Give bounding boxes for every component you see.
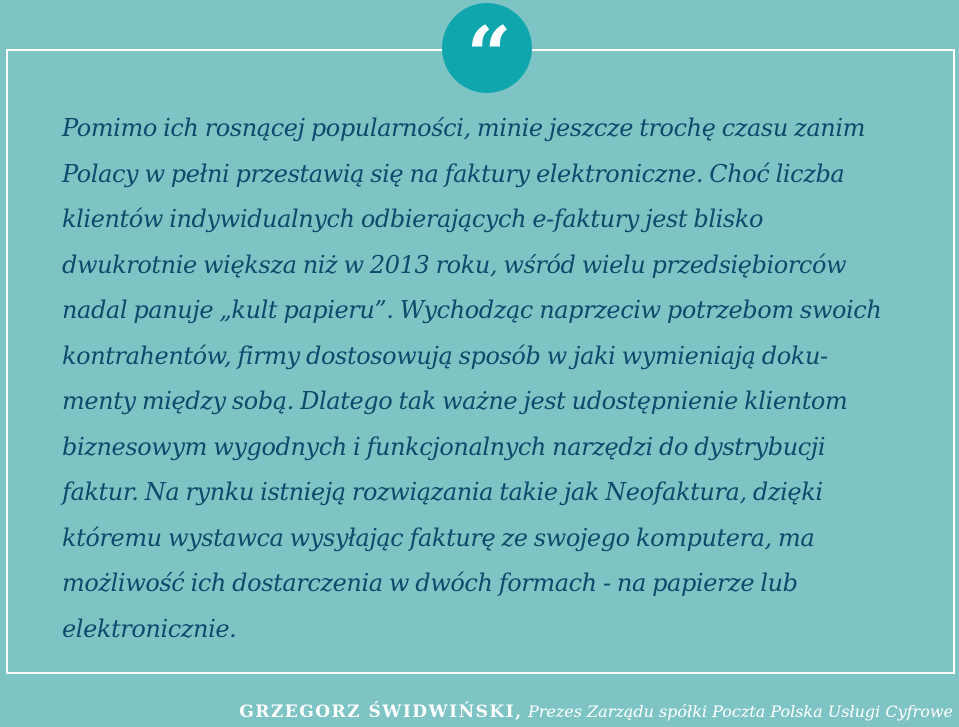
quote-line: kontrahentów, firmy dostosowują sposób w jaki wymieniają doku- [62,341,828,370]
quote-line: któremu wystawca wysyłając fakturę ze swojego komputera, ma [62,523,815,552]
author-role: Prezes Zarządu spółki Poczta Polska Usługi Cyfrowe [527,702,953,721]
quote-line: menty między sobą. Dlatego tak ważne jest udostępnienie klientom [62,387,848,415]
quote-line: elektronicznie. [62,614,237,643]
quotation-mark-icon: “ [466,10,508,101]
quote-line: klientów indywidualnych odbierających e-faktury jest blisko [62,205,764,233]
quote-badge [442,3,532,101]
author-name: GRZEGORZ ŚWIDWIŃSKI, [239,702,523,722]
quote-line: dwukrotnie większa niż w 2013 roku, wśród wielu przedsiębiorców [62,250,847,279]
quote-line: nadal panuje „kult papieru”. Wychodząc naprzeciw potrzebom swoich [62,296,882,324]
quote-line: faktur. Na rynku istnieją rozwiązania takie jak Neofaktura, dzięki [62,478,823,506]
quote-text [62,106,897,652]
quote-line: Pomimo ich rosnącej popularności, minie jeszcze trochę czasu zanim [62,114,865,142]
quote-line: możliwość ich dostarczenia w dwóch formach - na papierze lub [62,569,798,597]
attribution [239,700,953,724]
quote-line: biznesowym wygodnych i funkcjonalnych narzędzi do dystrybucji [62,432,826,461]
quote-line: Polacy w pełni przestawią się na faktury elektroniczne. Choć liczba [62,159,845,188]
